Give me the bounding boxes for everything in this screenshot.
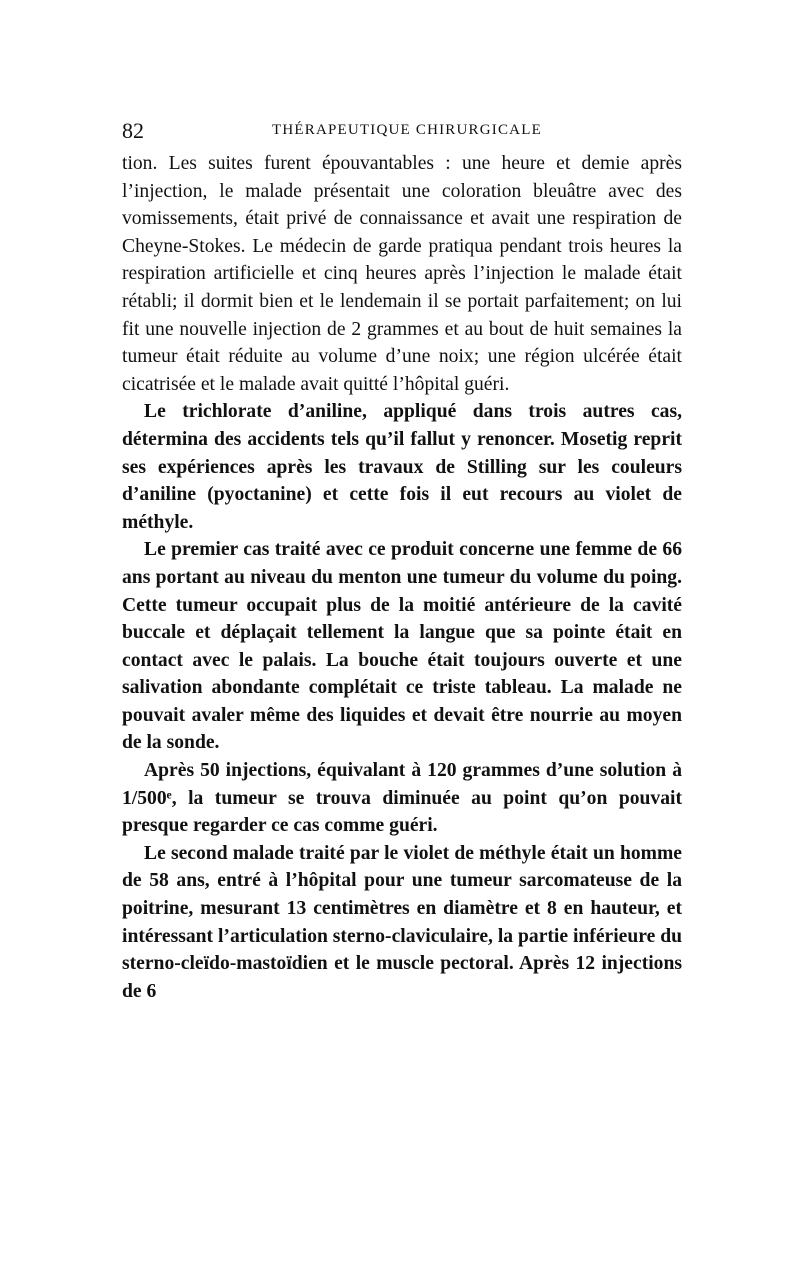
page-number: 82: [122, 118, 144, 143]
paragraph-injections-result: Après 50 injections, équivalant à 120 grammes d’une solution à 1/500ᵉ, la tumeur se trouva diminuée au point qu’on pouvait presque regarder ce cas comme guéri.: [122, 760, 682, 837]
paragraph-trichlorate: Le trichlorate d’aniline, appliqué dans trois autres cas, détermina des accidents tels qu’il fallut y renoncer. Mosetig reprit ses expériences après les travaux de Stilling sur les couleurs d’aniline (pyoctanine) et cette fois il eut recours au violet de méthyle.: [122, 401, 682, 533]
running-title: THÉRAPEUTIQUE CHIRURGICALE: [272, 122, 542, 138]
body-text: [122, 150, 682, 1005]
page-header: [122, 118, 682, 146]
paragraph-second-case: Le second malade traité par le violet de méthyle était un homme de 58 ans, entré à l’hôpital pour une tumeur sarcomateuse de la poitrine, mesurant 13 centimètres en diamètre et 8 en hauteur, et intéressant l’articulation sterno-claviculaire, la partie inférieure du sterno-cleïdo-mastoïdien et le muscle pectoral. Après 12 injections de 6: [122, 842, 682, 1002]
paragraph-first-case: Le premier cas traité avec ce produit concerne une femme de 66 ans portant au niveau du menton une tumeur du volume du poing. Cette tumeur occupait plus de la moitié antérieure de la cavité buccale et déplaçait tellement la langue que sa pointe était en contact avec le palais. La bouche était toujours ouverte et une salivation abondante complétait ce triste tableau. La malade ne pouvait avaler même des liquides et devait être nourrie au moyen de la sonde.: [122, 539, 682, 754]
paragraph-continued: tion. Les suites furent épouvantables : une heure et demie après l’injection, le malade présentait une coloration bleuâtre avec des vomissements, était privé de connaissance et avait une respiration de Cheyne-Stokes. Le médecin de garde pratiqua pendant trois heures la respiration artificielle et cinq heures après l’injection le malade était rétabli; il dormit bien et le lendemain il se portait parfaitement; on lui fit une nouvelle injection de 2 grammes et au bout de huit semaines la tumeur était réduite au volume d’une noix; une région ulcérée était cicatrisée et le malade avait quitté l’hôpital guéri.: [122, 153, 682, 395]
